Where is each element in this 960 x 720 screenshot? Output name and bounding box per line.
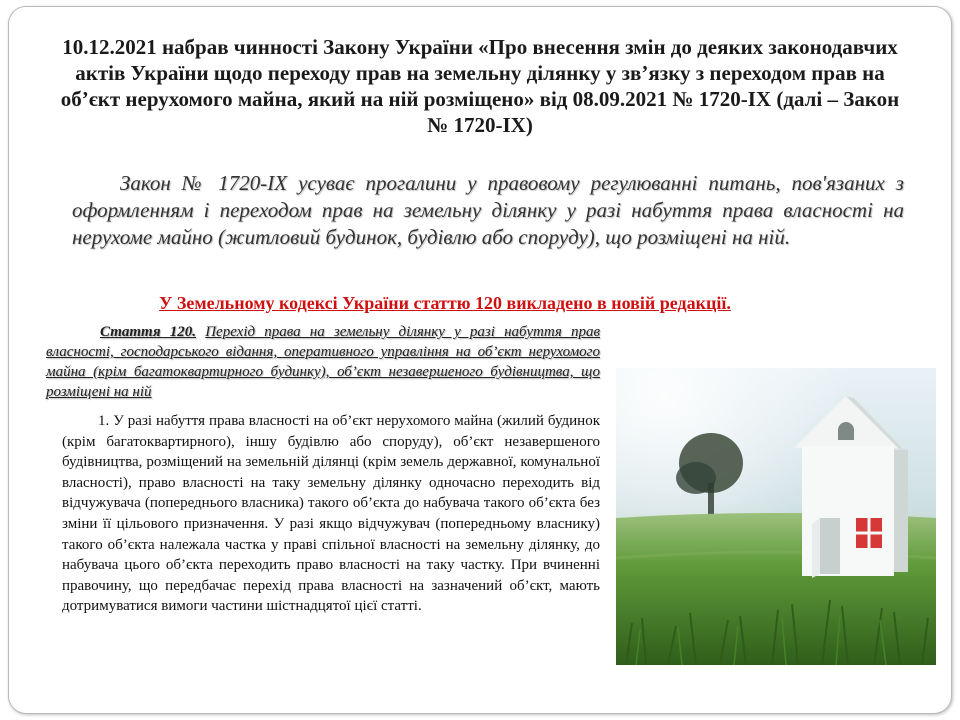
paper-house-on-grass-photo bbox=[616, 368, 936, 665]
article-body: 1. У разі набуття права власності на об’єкт нерухомого майна (жилий будинок (крім багатоквартирного), іншу будівлю або споруду), об’єкт незавершеного будівництва, розміщений на земельній ділянці (крім земель державної, комунальної власності), право власності на таку земельну ділянку одночасно переходить від відчужувача (попереднього власника) такого об’єкта до набувача такого об’єкта без зміни її цільового призначення. У разі якщо відчужувач (попередньому власнику) такого об’єкта належала частка у праві спільної власності на земельну ділянку, до набувача цього об’єкта переходить право власності на таку частку. При вчиненні правочину, що передбачає перехід права власності на зазначений об’єкт, мають дотримуватися вимоги частини шістнадцятої цієї статті. bbox=[62, 413, 600, 615]
slide-title: 10.12.2021 набрав чинності Закону України «Про внесення змін до деяких законодавчих актів України щодо переходу прав на земельну ділянку у зв’язку з переходом прав на об’єкт нерухомого майна, який на ній розміщено» від 08.09.2021 № 1720-IX (далі – Закон № 1720-IX) bbox=[60, 35, 900, 137]
article-heading bbox=[46, 322, 600, 402]
red-heading: У Земельному кодексі України статтю 120 викладено в новій редакції. bbox=[159, 293, 731, 313]
intro-paragraph: Закон № 1720-IX усуває прогалини у правовому регулюванні питань, пов'язаних з оформленням і переходом прав на земельну ділянку у разі набуття права власності на нерухоме майно (житловий будинок, будівлю або споруду), що розміщені на ній. bbox=[72, 171, 904, 249]
article-title: Перехід права на земельну ділянку у разі набуття прав власності, господарського відання, оперативного управління на об’єкт нерухомого майна (крім багатоквартирного будинку), об’єкт незавершеного будівництва, що розміщені на ній bbox=[46, 324, 601, 400]
article-number: Стаття 120. bbox=[100, 324, 197, 340]
